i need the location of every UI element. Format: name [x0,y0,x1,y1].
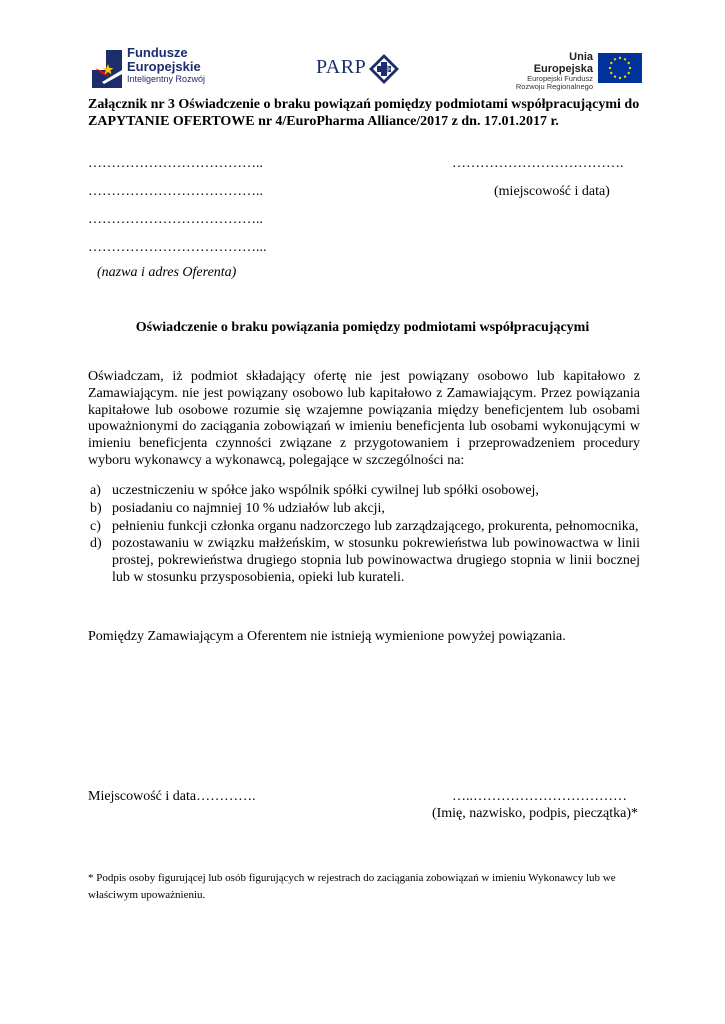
list-item-marker: c) [90,518,101,534]
fe-logo-line3: Inteligentny Rozwój [127,74,206,84]
place-date-field: ………………………………. [452,156,624,171]
conditions-list [88,483,640,588]
attachment-title: Załącznik nr 3 Oświadczenie o braku powiązań pomiędzy podmiotami współpracującymi do ZAPYTANIE OFERTOWE nr 4/EuroPharma Alliance/2017 z dn. 17.01.2017 r. [88,97,640,129]
fundusze-europejskie-logo [92,44,212,90]
offeror-field-line: ……………………………….. [88,156,263,171]
list-item [88,519,640,536]
list-item-text: pełnieniu funkcji członka organu nadzorczego lub zarządzającego, prokurenta, pełnomocnika, [112,518,639,534]
list-item [88,501,640,518]
eu-logo-line1: Unia Europejska [533,51,593,75]
eu-logo-line2: Europejski Fundusz [527,74,593,84]
signature-place-date: Miejscowość i data…………. [88,789,256,804]
list-item [88,536,640,586]
statement-title: Oświadczenie o braku powiązania pomiędzy podmiotami współpracującymi [135,320,590,335]
list-item [88,483,640,500]
list-item-marker: a) [90,483,101,498]
offeror-field-line: ……………………………….. [88,184,263,199]
parp-mark-icon [369,54,399,84]
closing-statement: Pomiędzy Zamawiającym a Oferentem nie istnieją wymienione powyżej powiązania. [88,629,566,644]
signature-label: (Imię, nazwisko, podpis, pieczątka)* [431,806,638,821]
list-item-marker: b) [90,500,102,516]
list-item-text: pozostawaniu w związku małżeńskim, w stosunku pokrewieństwa lub powinowactwa w linii prostej, pokrewieństwa drugiego stopnia lub powinowactwa drugiego stopnia w linii bocznej lub w stosunku przysposobienia, opieki lub kurateli. [112,536,640,585]
intro-paragraph: Oświadczam, iż podmiot składający ofertę nie jest powiązany osobowo lub kapitałowo z Zamawiającym. nie jest powiązany osobowo lub kapitałowo z Zamawiającym. Przez powiązania kapitałowe lub osobowe rozumie się wzajemne powiązania między beneficjentem lub osobami upoważnionymi do zaciągania zobowiązań w imieniu beneficjenta lub osobami wykonującymi w imieniu beneficjenta czynności związane z przygotowaniem i przeprowadzeniem procedury wyboru wykonawcy a wykonawcą, polegające w szczególności na: [88,369,640,468]
offeror-field-line: ………………………………... [88,240,267,255]
parp-logo-text: PARP [316,56,367,78]
place-date-label: (miejscowość i data) [494,184,610,199]
fe-logo-line2: Europejskie [127,59,201,74]
eu-flag-icon [598,53,642,83]
list-item-text: posiadaniu co najmniej 10 % udziałów lub akcji, [112,500,385,516]
footnote: * Podpis osoby figurującej lub osób figurujących w rejestrach do zaciągania zobowiązań w imieniu Wykonawcy lub we właściwym upoważnieniu. [88,872,616,901]
list-item-text: uczestniczeniu w spółce jako wspólnik spółki cywilnej lub spółki osobowej, [112,483,539,498]
fundusze-europejskie-mark-icon [92,44,124,88]
eu-logo-line3: Rozwoju Regionalnego [515,81,593,91]
signature-field: …..…………………………… [452,789,627,804]
offeror-label: (nazwa i adres Oferenta) [97,265,237,280]
fe-logo-line1: Fundusze [127,45,188,60]
list-item-marker: d) [90,536,102,552]
offeror-field-line: ……………………………….. [88,212,263,227]
unia-europejska-logo [510,50,635,91]
parp-logo [313,52,399,86]
